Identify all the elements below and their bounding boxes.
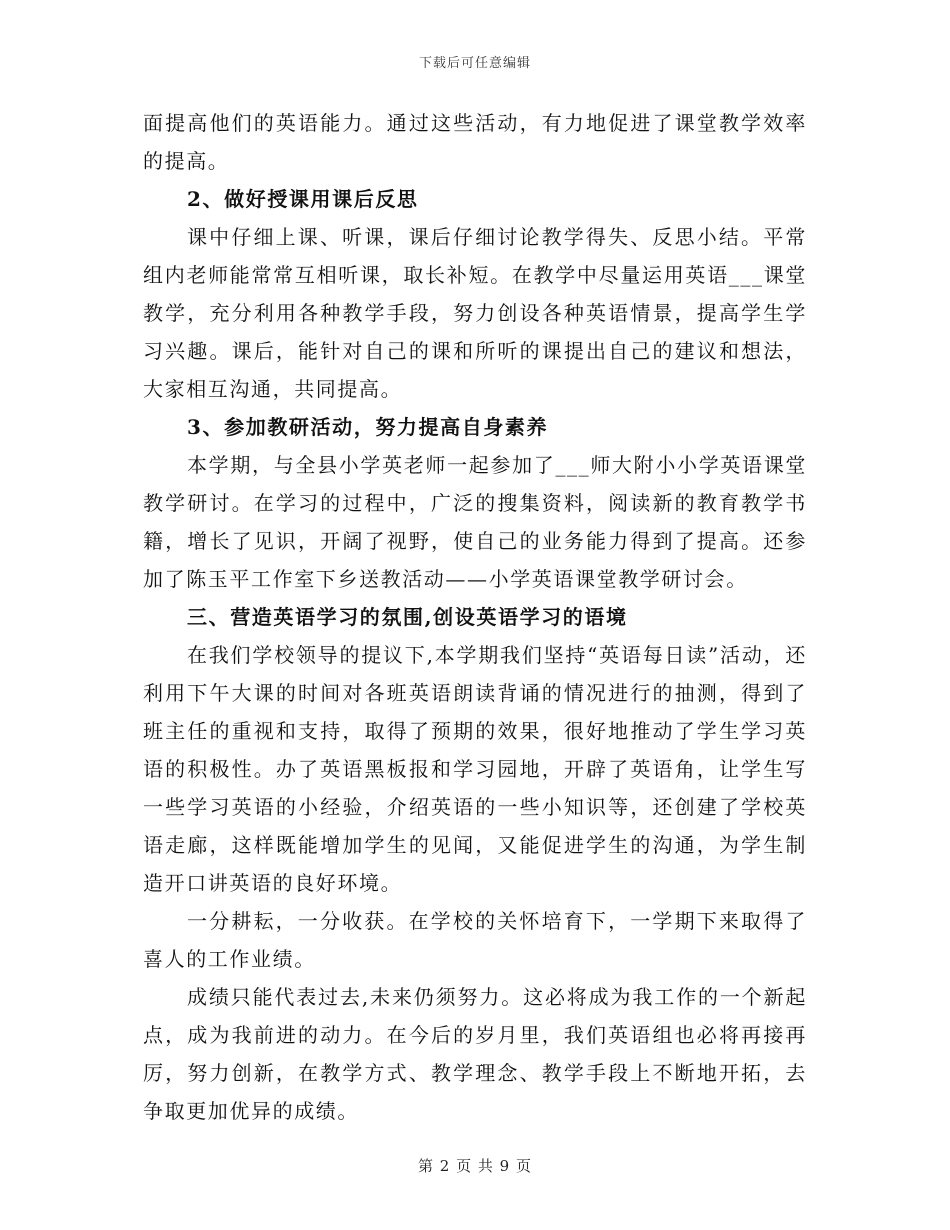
section-heading-atmosphere: 三、营造英语学习的氛围,创设英语学习的语境	[187, 605, 628, 629]
paragraph-atmosphere: 在我们学校领导的提议下,本学期我们坚持“英语每日读”活动，还利用下午大课的时间对各班英语朗读背诵的情况进行的抽测，得到了班主任的重视和支持，取得了预期的效果，很好地推动了学生学习英语的积极性。办了英语黑板报和学习园地，开辟了英语角，让学生写一些学习英语的小经验，介绍英语的一些小知识等，还创建了学校英语走廊，这样既能增加学生的见闻，又能促进学生的沟通，为学生制造开口讲英语的良好环境。	[143, 643, 807, 895]
paragraph-research: 本学期，与全县小学英老师一起参加了___师大附小小学英语课堂教学研讨。在学习的过程中，广泛的搜集资料，阅读新的教育教学书籍，增长了见识，开阔了视野，使自己的业务能力得到了提高。还参加了陈玉平工作室下乡送教活动——小学英语课堂教学研讨会。	[143, 453, 807, 591]
page-number: 第 2 页 共 9 页	[418, 1157, 532, 1175]
section-heading-reflection: 2、做好授课用课后反思	[187, 187, 419, 211]
page-header-note: 下载后可任意编辑	[418, 56, 531, 71]
section-heading-research: 3、参加教研活动，努力提高自身素养	[187, 415, 549, 439]
document-body	[143, 104, 807, 1130]
paragraph-continuation: 面提高他们的英语能力。通过这些活动，有力地促进了课堂教学效率的提高。	[143, 111, 807, 173]
paragraph-harvest: 一分耕耘，一分收获。在学校的关怀培育下，一学期下来取得了喜人的工作业绩。	[143, 909, 807, 971]
paragraph-future: 成绩只能代表过去,未来仍须努力。这必将成为我工作的一个新起点，成为我前进的动力。在今后的岁月里，我们英语组也必将再接再厉，努力创新，在教学方式、教学理念、教学手段上不断地开拓，去争取更加优异的成绩。	[143, 985, 807, 1123]
paragraph-reflection: 课中仔细上课、听课，课后仔细讨论教学得失、反思小结。平常组内老师能常常互相听课，取长补短。在教学中尽量运用英语___课堂教学，充分利用各种教学手段，努力创设各种英语情景，提高学生学习兴趣。课后，能针对自己的课和所听的课提出自己的建议和想法，大家相互沟通，共同提高。	[143, 225, 807, 401]
